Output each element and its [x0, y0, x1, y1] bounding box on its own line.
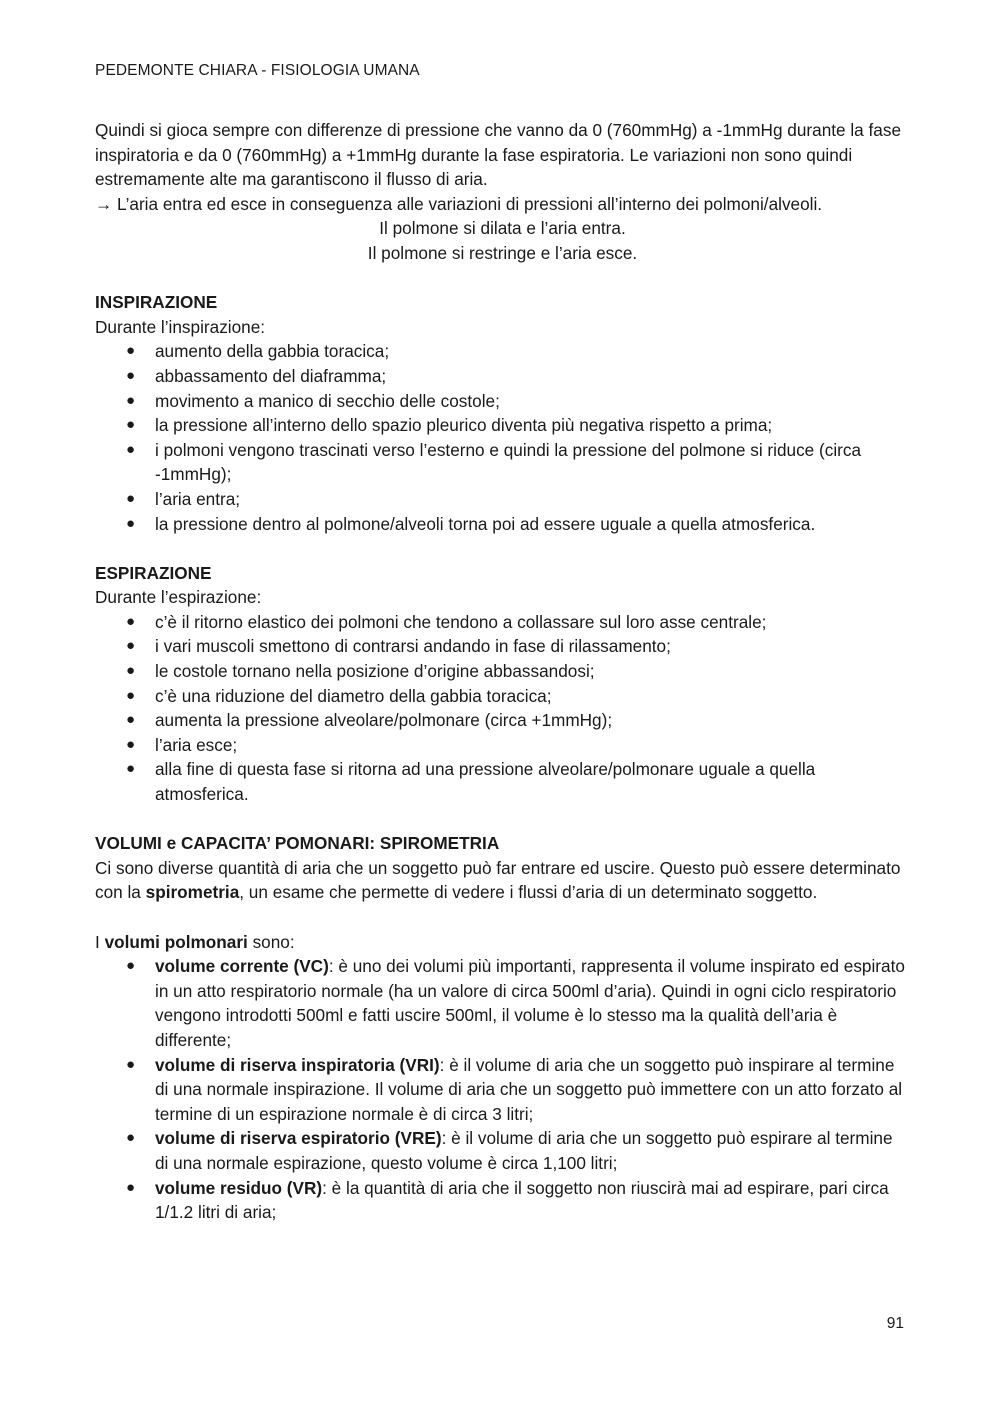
list-item: ● volume residuo (VR): è la quantità di aria che il soggetto non riuscirà mai ad espirare, pari circa 1/1.2 litri di aria; — [126, 1177, 889, 1223]
bullet-icon: ● — [126, 735, 136, 753]
center-line-dilata: Il polmone si dilata e l’aria entra. — [379, 218, 626, 239]
term-spirometria: spirometria — [145, 882, 240, 903]
intro-paragraph: Quindi si gioca sempre con differenze di pressione che vanno da 0 (760mmHg) a -1mmHg durante la fase inspiratoria e da 0 (760mmHg) a +1mmHg durante la fase espiratoria. Le variazioni non sono quindi estremamente alte ma garantiscono il flusso di aria. — [95, 120, 902, 190]
page-number: 91 — [886, 1315, 904, 1332]
list-item: ● c’è una riduzione del diametro della gabbia toracica; — [95, 684, 910, 709]
list-item: ● l’aria esce; — [95, 733, 910, 758]
inspirazione-lead: Durante l’inspirazione: — [95, 316, 266, 337]
bullet-icon: ● — [126, 1055, 136, 1073]
page-content — [95, 118, 910, 1225]
volumi-lead: I volumi polmonari sono: — [95, 931, 295, 952]
list-item: ● la pressione dentro al polmone/alveoli torna poi ad essere uguale a quella atmosferica. — [95, 512, 910, 537]
bullet-icon: ● — [126, 1178, 136, 1196]
bullet-icon: ● — [126, 686, 136, 704]
list-item: ● volume corrente (VC): è uno dei volumi più importanti, rappresenta il volume inspirato ed espirato in un atto respiratorio normale (ha un valore di circa 500ml d’aria). Quindi in ogni ciclo respiratorio vengono introdotti 500ml e fatti uscire 500ml, il volume è lo stesso ma la qualità dell’aria è differente; — [126, 956, 905, 1050]
bullet-icon: ● — [126, 662, 136, 680]
list-item: ● alla fine di questa fase si ritorna ad una pressione alveolare/polmonare uguale a quella atmosferica. — [126, 759, 816, 805]
espirazione-list — [95, 610, 910, 807]
bullet-icon: ● — [126, 391, 136, 409]
list-item: ● i polmoni vengono trascinati verso l’esterno e quindi la pressione del polmone si riduce (circa -1mmHg); — [126, 439, 862, 485]
list-item: ● aumenta la pressione alveolare/polmonare (circa +1mmHg); — [95, 708, 910, 733]
list-item: ● le costole tornano nella posizione d’origine abbassandosi; — [95, 659, 910, 684]
center-line-restringe: Il polmone si restringe e l’aria esce. — [367, 242, 638, 263]
bullet-icon: ● — [126, 342, 136, 360]
heading-spirometria: VOLUMI e CAPACITA’ POMONARI: SPIROMETRIA — [95, 833, 500, 854]
bullet-icon: ● — [126, 514, 136, 532]
bullet-icon: ● — [126, 416, 136, 434]
list-item: ● movimento a manico di secchio delle costole; — [95, 389, 910, 414]
bullet-icon: ● — [126, 440, 136, 458]
list-item: ● aumento della gabbia toracica; — [95, 339, 910, 364]
list-item: ● volume di riserva inspiratoria (VRI): è il volume di aria che un soggetto può inspirare al termine di una normale inspirazione. Il volume di aria che un soggetto può immettere con un atto forzato al termine di un espirazione normale è di circa 3 litri; — [126, 1054, 903, 1124]
espirazione-lead: Durante l’espirazione: — [95, 587, 262, 608]
heading-espirazione: ESPIRAZIONE — [95, 562, 212, 583]
list-item: ● volume di riserva espiratorio (VRE): è il volume di aria che un soggetto può espirare al termine di una normale espirazione, questo volume è circa 1,100 litri; — [126, 1128, 893, 1173]
inspirazione-list — [95, 339, 910, 536]
page-header: PEDEMONTE CHIARA - FISIOLOGIA UMANA — [95, 62, 420, 79]
bullet-icon: ● — [126, 711, 136, 729]
bullet-icon: ● — [126, 1129, 136, 1147]
bullet-icon: ● — [126, 957, 136, 975]
list-item: ● l’aria entra; — [95, 487, 910, 512]
list-item: ● abbassamento del diaframma; — [95, 364, 910, 389]
bullet-icon: ● — [126, 489, 136, 507]
heading-inspirazione: INSPIRAZIONE — [95, 292, 218, 313]
bullet-icon: ● — [126, 637, 136, 655]
arrow-line: → L’aria entra ed esce in conseguenza alle variazioni di pressioni all’interno dei polmoni/alveoli. — [95, 193, 823, 214]
bullet-icon: ● — [126, 760, 136, 778]
volumi-list — [95, 954, 910, 1225]
bullet-icon: ● — [126, 612, 136, 630]
list-item: ● la pressione all’interno dello spazio pleurico diventa più negativa rispetto a prima; — [95, 413, 910, 438]
spirometria-paragraph: Ci sono diverse quantità di aria che un soggetto può far entrare ed uscire. Questo può essere determinato con la spirometria, un esame che permette di vedere i flussi d’aria di un determinato soggetto. — [95, 857, 901, 903]
bullet-icon: ● — [126, 366, 136, 384]
list-item: ● c’è il ritorno elastico dei polmoni che tendono a collassare sul loro asse centrale; — [95, 610, 910, 635]
list-item: ● i vari muscoli smettono di contrarsi andando in fase di rilassamento; — [95, 634, 910, 659]
term-volumi-polmonari: volumi polmonari — [104, 931, 248, 952]
